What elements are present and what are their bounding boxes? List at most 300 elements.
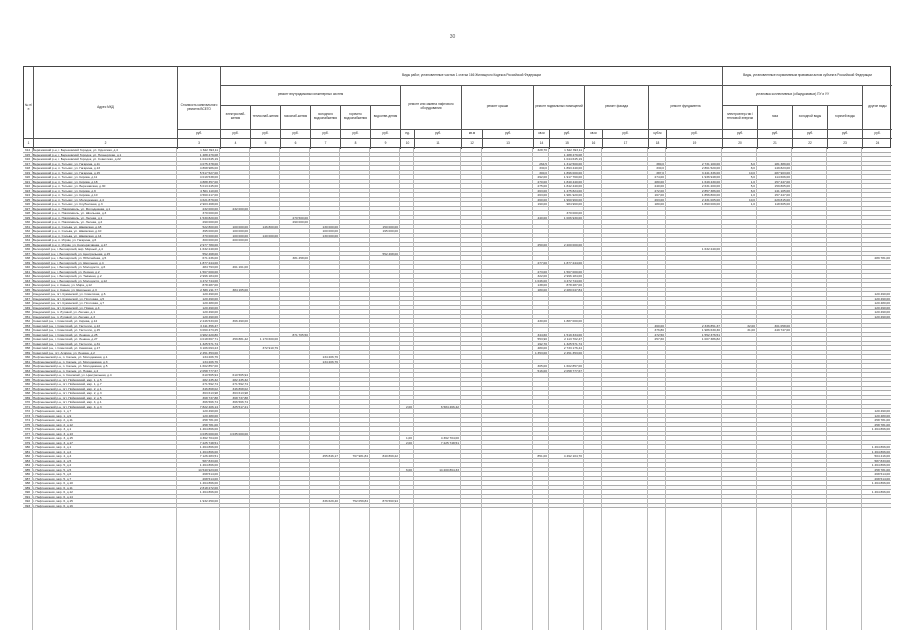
grid-line: [460, 148, 461, 630]
row-address: г. Нефтеюганск, мкр. 4, д.5: [33, 458, 72, 463]
row-value: 1 887 000,00: [563, 319, 582, 323]
row-value: 192,70: [537, 341, 547, 346]
row-number: 391: [24, 494, 31, 499]
row-value: 258 781,00: [874, 467, 890, 472]
row-number: 362: [24, 364, 31, 368]
row-value: 1 877 244,00: [563, 260, 582, 265]
column-number: 10: [400, 138, 414, 149]
header-col-energy: электроэнер-гии / тепловой энергии: [722, 105, 757, 129]
row-total-cost: 1 632 240,00: [199, 247, 218, 251]
row-number: 347: [24, 296, 31, 301]
row-value: 1 464 866,00: [871, 481, 890, 485]
grid-line: [32, 148, 33, 630]
row-total-cost: 1 325 571,74: [199, 341, 218, 346]
column-number: 7: [310, 138, 340, 149]
row-value: 2 857 386,00: [701, 188, 720, 193]
row-total-cost: 7 822 406,14: [199, 404, 218, 409]
unit-label: руб.: [414, 129, 461, 138]
header-col-electricity: электроснаб-жения: [220, 105, 250, 129]
row-value: 2,00: [405, 440, 412, 445]
grid-line: [309, 148, 310, 630]
row-value: 2 733 176,44: [563, 346, 582, 350]
row-number: 324: [24, 193, 31, 197]
row-number: 318: [24, 166, 31, 170]
row-address: Березовский р-н, п. Игрим, ул. Гагарина, д.6: [33, 238, 97, 242]
grid-line: [249, 148, 250, 630]
row-value: 1 893 440,00: [563, 166, 582, 170]
row-total-cost: 271 592,74: [202, 382, 218, 386]
row-number: 386: [24, 472, 31, 476]
unit-label: руб.: [862, 129, 892, 138]
row-total-cost: 2 818 272,00: [199, 485, 218, 490]
row-value: 767 981,84: [352, 454, 368, 458]
row-value: 553,90: [537, 337, 547, 341]
header-other: другие виды: [862, 85, 892, 129]
row-value: 150 000,00: [382, 224, 398, 229]
row-value: 1 464 866,00: [871, 445, 890, 449]
row-address: Березовский р-н, п. Тетьякс, ул. Кирова, д.10: [33, 193, 98, 197]
row-number: 316: [24, 157, 31, 161]
row-total-cost: 258 781,00: [202, 422, 218, 427]
row-number: 344: [24, 283, 31, 287]
row-number: 319: [24, 170, 31, 175]
unit-label: куб.м: [648, 129, 666, 138]
grid-line: [532, 148, 533, 630]
column-number: 1: [27, 140, 30, 145]
row-number: 358: [24, 346, 31, 350]
row-value: 1 917 760,00: [563, 175, 582, 179]
row-number: 393: [24, 503, 31, 508]
row-value: 134 206,76: [322, 359, 338, 364]
row-value: 344,60: [537, 332, 547, 337]
row-value: 10,0: [748, 197, 755, 202]
row-total-cost: 2 666 211,77: [200, 287, 218, 292]
row-address: г. Нефтеюганск, мкр. 5, д.5: [33, 467, 72, 472]
row-value: 271 592,74: [232, 382, 248, 386]
row-total-cost: 2 977 780,00: [199, 242, 218, 247]
row-number: 328: [24, 211, 31, 215]
row-value: 240,00: [654, 184, 664, 188]
row-address: Кондинский р-н, п. Луговой, ул. Лесная, д.3: [33, 314, 95, 319]
row-total-cost: 282 435,32: [202, 377, 218, 382]
row-total-cost: 7 225 748,51: [199, 440, 218, 445]
row-address: Белоярский р-н, г. Белоярский, ул. Центральная, д.15: [33, 251, 111, 256]
row-value: 370 000,00: [566, 211, 582, 215]
row-value: 1 552 376,51: [701, 332, 720, 337]
header-col-cold-meter: холодной воды: [792, 105, 827, 129]
row-total-cost: 1 464 866,00: [199, 463, 218, 467]
row-value: 180,00: [537, 287, 547, 292]
row-value: 146 800,00: [262, 224, 278, 229]
row-number: 336: [24, 247, 31, 251]
row-value: 480,00: [537, 346, 547, 350]
grid-line: [665, 148, 666, 630]
row-number: 373: [24, 413, 31, 418]
column-number: 18: [648, 138, 666, 149]
row-address: Березовский р-н, п. Тетьякс, ул. Гагарина, д.15: [33, 170, 101, 175]
row-value: 2 058 777,67: [563, 368, 582, 373]
row-value: 6,00: [405, 467, 412, 472]
row-address: Берёзовский р-н, г. Березовский Городок, ул. Одесская, д.4: [33, 148, 118, 152]
row-value: 330,0: [656, 166, 664, 170]
row-value: 300,0: [539, 170, 547, 175]
row-number: 317: [24, 161, 31, 166]
row-value: 138,00: [537, 283, 547, 287]
row-address: г. Нефтеюганск, мкр. 6, д.10: [33, 481, 73, 485]
row-value: 322,00: [537, 274, 547, 278]
row-address: Нефтеюганский р-н, пгт. Пойковский, мкр. 2, д.1: [33, 386, 102, 391]
unit-label: руб.: [250, 129, 280, 138]
row-value: 157 447,00: [774, 179, 790, 184]
row-total-cost: 671 236,00: [202, 256, 218, 260]
row-total-cost: 134 206,76: [202, 359, 218, 364]
row-value: 366 490,00: [232, 319, 248, 323]
row-value: 274,00: [654, 175, 664, 179]
header-col-sewerage: водоотве-дения: [370, 105, 400, 129]
row-value: 346 868,02: [232, 386, 248, 391]
row-number: 323: [24, 188, 31, 193]
row-total-cost: 4 560 217,00: [199, 193, 218, 197]
row-value: 120 480,00: [874, 301, 890, 305]
row-value: 263,00: [537, 193, 547, 197]
row-value: 260,00: [537, 197, 547, 202]
header-col-gas-meter: газа: [757, 105, 792, 129]
unit-label: руб.: [827, 129, 862, 138]
header-foundation: ремонт фундамента: [648, 85, 722, 129]
column-number: 19: [666, 138, 722, 149]
row-value: 504 416,00: [874, 454, 890, 458]
row-address: Березовский р-н, п. Игрим, ул. Кооперативная, д.17: [33, 242, 108, 247]
header-group-extra: Виды, установленные нормативным правовым актом субъекта Российской Федерации: [722, 67, 892, 85]
row-value: 1 006 930,00: [563, 215, 582, 220]
row-total-cost: 258 781,00: [202, 418, 218, 422]
header-no: № п/п: [25, 103, 32, 111]
row-value: 229 815,00: [774, 197, 790, 202]
row-total-cost: 366 566,74: [202, 400, 218, 404]
grid-line: [219, 148, 220, 630]
grid-line: [369, 148, 370, 630]
row-address: Березовский р-н, п. Няксимволь, ул. Лесная, д.2: [33, 220, 103, 224]
row-number: 384: [24, 463, 31, 467]
row-value: 1 475 824,00: [563, 188, 582, 193]
row-address: Березовский р-н, п. Тетьякс, ул. Кирова, д.18: [33, 179, 98, 184]
row-value: 6 584 466,42: [440, 404, 459, 409]
row-total-cost: 587 833,00: [202, 458, 218, 463]
row-number: 346: [24, 292, 31, 296]
row-total-cost: 370 000,00: [202, 211, 218, 215]
row-value: 258 781,00: [874, 422, 890, 427]
header-col-hot-meter: горячей воды: [827, 105, 862, 129]
row-value: 157 447,00: [774, 193, 790, 197]
row-value: 130 000,00: [322, 224, 338, 229]
grid-line: [647, 148, 648, 630]
row-value: 232 000,00: [232, 206, 248, 211]
row-number: 337: [24, 251, 31, 256]
row-value: 14 200 864,33: [439, 467, 459, 472]
row-number: 364: [24, 373, 31, 377]
row-value: 200 000,00: [232, 238, 248, 242]
row-number: 343: [24, 278, 31, 283]
unit-label: руб.: [340, 129, 370, 138]
row-number: 355: [24, 332, 31, 337]
row-total-cost: 1 622 393,11: [200, 148, 218, 152]
row-value: 10,0: [748, 170, 755, 175]
row-total-cost: 4 982 220,80: [199, 332, 218, 337]
row-number: 341: [24, 269, 31, 274]
row-value: 1 464 866,00: [871, 427, 890, 431]
grid-line: [279, 148, 280, 630]
grid-line: [548, 148, 549, 630]
row-number: 329: [24, 215, 31, 220]
row-total-cost: 290 000,00: [202, 220, 218, 224]
row-value: 100 000,00: [232, 224, 248, 229]
row-total-cost: 2 058 777,67: [199, 368, 218, 373]
row-total-cost: 4 075 378,00: [199, 161, 218, 166]
row-value: 752 059,84: [352, 499, 368, 503]
grid-line: [481, 148, 482, 630]
row-value: 120 490,00: [874, 314, 890, 319]
row-value: 449 747,00: [774, 328, 790, 332]
row-address: Березовский р-н, п. Тетьякс, ул. Клубничная, д.3: [33, 202, 103, 206]
row-value: 387,0: [656, 170, 664, 175]
row-value: 552 468,00: [382, 251, 398, 256]
row-total-cost: 120 490,00: [202, 296, 218, 301]
row-total-cost: 878 287,00: [202, 283, 218, 287]
unit-label: руб.: [757, 129, 792, 138]
row-address: Советский р-н, г. Советский, ул. Киевская, д.17: [33, 346, 101, 350]
grid-line: [721, 148, 722, 630]
row-address: Березовский р-н, п. Сосьва, ул. Шаимская, д.14: [33, 233, 102, 238]
row-number: 320: [24, 175, 31, 179]
row-value: 264,5: [539, 161, 547, 166]
row-address: г. Нефтеюганск, мкр. 6, д.11: [33, 485, 73, 490]
row-value: 268 514,00: [874, 472, 890, 476]
row-value: 2 451 353,00: [563, 350, 582, 355]
row-value: 363 613,98: [232, 391, 248, 395]
row-address: Нефтеюганский р-н, п. Салым, ул. Молодежная, д.1: [33, 355, 108, 359]
column-number: 16: [584, 138, 602, 149]
row-total-cost: 1 932 250,00: [199, 499, 218, 503]
row-address: Кондинский р-н, пгт. Куминский, ул. Почтовая, д.5: [33, 296, 105, 301]
row-value: 120 490,00: [874, 409, 890, 413]
row-total-cost: 2 996 184,00: [199, 274, 218, 278]
row-address: г. Нефтеюганск, мкр. 5, д.7: [33, 476, 72, 481]
column-number: 4: [220, 138, 250, 149]
row-total-cost: 4 035 000,00: [199, 431, 218, 436]
row-total-cost: 120 480,00: [202, 301, 218, 305]
row-value: 1 602 857,00: [563, 364, 582, 368]
row-total-cost: 346 868,02: [202, 386, 218, 391]
row-value: 1,0: [750, 193, 755, 197]
row-total-cost: 484 793,00: [202, 265, 218, 269]
row-address: Березовский р-н, п. Тетьякс, ул. Кирова, д.9: [33, 188, 96, 193]
row-value: 100 000,00: [232, 229, 248, 233]
row-value: 1 007 386,82: [701, 337, 720, 341]
row-address: г. Нефтеюганск, мкр. 6, д.12: [33, 490, 73, 494]
row-address: Нефтеюганский р-н, п. Сингапай, ул. Центральная, д.4: [33, 373, 112, 377]
row-value: 1 890 009,00: [701, 202, 720, 206]
row-address: Советский р-н, г. Советский, ул. Гастелло, д.31: [33, 341, 101, 346]
unit-label: руб.: [602, 129, 648, 138]
row-number: 356: [24, 337, 31, 341]
row-value: 1 170 600,00: [259, 337, 278, 341]
row-value: 840 869,22: [382, 454, 398, 458]
grid-line: [861, 148, 862, 630]
row-total-cost: 1 464 866,00: [199, 449, 218, 454]
unit-label: руб.: [177, 129, 220, 138]
row-value: 8,0: [750, 166, 755, 170]
row-value: 1 464 866,00: [871, 449, 890, 454]
row-value: 272,00: [654, 188, 664, 193]
row-value: 871 705,50: [292, 332, 308, 337]
row-number: 327: [24, 206, 31, 211]
row-number: 369: [24, 395, 31, 400]
row-total-cost: 4 362 704,00: [199, 436, 218, 440]
row-value: 118 605,00: [774, 202, 790, 206]
row-total-cost: 5 517 527,00: [199, 170, 218, 175]
row-value: 100 000,00: [232, 233, 248, 238]
row-total-cost: 2 246 533,00: [199, 319, 218, 323]
row-value: 280,00: [654, 179, 664, 184]
row-number: 335: [24, 242, 31, 247]
row-number: 351: [24, 314, 31, 319]
row-address: Кондинский р-н, п. Луговой, ул. Лесная, д.1: [33, 310, 95, 314]
row-address: Советский р-н, г. Советский, ул. Ленина, д.25: [33, 332, 98, 337]
row-total-cost: 1 464 866,00: [199, 481, 218, 485]
row-address: Советский р-н, г. Советский, ул. Гастелло, д.13: [33, 323, 101, 328]
column-number: 8: [340, 138, 370, 149]
row-total-cost: 4 018 667,71: [199, 337, 218, 341]
row-value: 851,00: [537, 454, 547, 458]
header-col-heating: теплоснаб-жения: [250, 105, 280, 129]
row-address: Березовский р-н, г. Березовский Городок, ул. Пионерская, д.1: [33, 152, 122, 157]
row-total-cost: 368 737,88: [202, 395, 218, 400]
row-total-cost: 363 613,98: [202, 391, 218, 395]
row-number: 322: [24, 184, 31, 188]
grid-line: [339, 148, 340, 630]
row-number: 359: [24, 350, 31, 355]
row-number: 315: [24, 152, 31, 157]
row-number: 378: [24, 436, 31, 440]
row-value: 4 492 104,70: [563, 454, 582, 458]
column-number: 11: [414, 138, 461, 149]
row-value: 459 881,42: [232, 337, 248, 341]
row-total-cost: 120 490,00: [202, 310, 218, 314]
row-number: 325: [24, 197, 31, 202]
row-value: 250,00: [537, 242, 547, 247]
column-number: 24: [862, 138, 892, 149]
row-value: 120 490,00: [874, 305, 890, 310]
row-number: 361: [24, 359, 31, 364]
column-number: 3: [177, 138, 220, 149]
column-number: 5: [250, 138, 280, 149]
row-value: 5,0: [750, 184, 755, 188]
column-number: 20: [722, 138, 757, 149]
row-address: г. Нефтеюганск, мкр. 1, д.7: [33, 409, 72, 413]
row-value: 330,0: [539, 166, 547, 170]
row-number: 350: [24, 310, 31, 314]
grid-line: [826, 148, 827, 630]
row-number: 383: [24, 458, 31, 463]
row-number: 330: [24, 220, 31, 224]
header-col-gas: газоснаб-жения: [280, 105, 310, 129]
unit-label: руб.: [220, 129, 250, 138]
row-number: 390: [24, 490, 31, 494]
row-address: г. Нефтеюганск, мкр. 3, д.17: [33, 440, 73, 445]
grid-line: [583, 148, 584, 630]
row-address: Березовский р-н, п. Няксимволь, ул. Молодежная, д.1: [33, 206, 111, 211]
row-value: 336 629,40: [322, 499, 338, 503]
row-value: 114 606,00: [774, 175, 790, 179]
row-value: 461 161,00: [232, 265, 248, 269]
row-value: 305,00: [537, 364, 547, 368]
header-address: Адрес МКД: [33, 67, 177, 149]
row-address: Белоярский р-н, г. Белоярский, ул. Школьная, д.4: [33, 260, 104, 265]
row-number: 382: [24, 454, 31, 458]
row-value: 7 225 748,51: [440, 440, 459, 445]
row-value: 455 846,17: [322, 454, 338, 458]
row-value: 376,80: [654, 328, 664, 332]
grid-line: [791, 148, 792, 630]
row-number: 377: [24, 431, 31, 436]
unit-label: руб.: [370, 129, 400, 138]
row-total-cost: 268 514,00: [202, 472, 218, 476]
row-value: 1 312 500,00: [563, 161, 582, 166]
row-value: 460,00: [654, 323, 664, 328]
header-col-hot-water: горячего водоснабжения: [340, 105, 370, 129]
row-address: Нефтеюганский р-н, п. Салым, ул. Новая, д.4: [33, 368, 99, 373]
row-number: 374: [24, 418, 31, 422]
row-value: 2 113 702,47: [564, 337, 582, 341]
unit-label: руб.: [310, 129, 340, 138]
row-value: 1 649 430,00: [701, 179, 720, 184]
row-number: 338: [24, 256, 31, 260]
row-address: Нефтеюганский р-н, п. Салым, ул. Молодежная, д.3: [33, 359, 108, 364]
row-value: 1 896 000,00: [563, 170, 582, 175]
row-address: Березовский р-н, п. Няксимволь, ул. Лесная, д.1: [33, 215, 103, 220]
row-total-cost: 1 602 857,00: [199, 364, 218, 368]
row-value: 2 631 200,00: [701, 184, 720, 188]
row-number: 389: [24, 485, 31, 490]
row-value: 195 000,00: [382, 229, 398, 233]
row-address: г. Нефтеюганск, мкр. 2, д.12: [33, 422, 73, 427]
table-header: [23, 66, 891, 148]
row-value: 1 856 800,00: [701, 193, 720, 197]
row-address: г. Нефтеюганск, мкр. 3, д.15: [33, 436, 73, 440]
row-address: Кондинский р-н, пгт. Куминский, ул. Советская, д.6: [33, 292, 106, 296]
row-value: 368 737,88: [232, 395, 248, 400]
row-value: 328,70: [537, 148, 547, 152]
row-number: 332: [24, 229, 31, 233]
row-value: 1,0: [750, 202, 755, 206]
row-address: Советский р-н, пгт. Агириш, ул. Ленина, д.2: [33, 350, 95, 355]
row-total-cost: 300 000,00: [202, 238, 218, 242]
row-value: 6,0: [750, 161, 755, 166]
header-cost: Стоимость капитального ремонта ВСЕГО: [177, 67, 220, 149]
unit-label: ед.: [400, 129, 414, 138]
column-number: 14: [533, 138, 549, 149]
row-address: Белоярский р-н, г. Белоярский, ул. Молодости, д.12: [33, 278, 107, 283]
row-address: г. Нефтеюганск, мкр. 5, д.6: [33, 472, 72, 476]
row-total-cost: 1 464 866,00: [199, 445, 218, 449]
row-address: Кондинский р-н, пгт. Куминский, ул. Почтовая, д.7: [33, 301, 105, 305]
header-meters: установка коллективных (общедомовых) ПУ и УУ: [722, 85, 862, 105]
row-value: 2 861 520,00: [701, 166, 720, 170]
row-number: 379: [24, 440, 31, 445]
row-total-cost: 4 501 110,00: [200, 188, 218, 193]
column-number: 2: [33, 138, 177, 149]
row-address: Нефтеюганский р-н, пгт. Пойковский, мкр. 4, д.3: [33, 404, 102, 409]
